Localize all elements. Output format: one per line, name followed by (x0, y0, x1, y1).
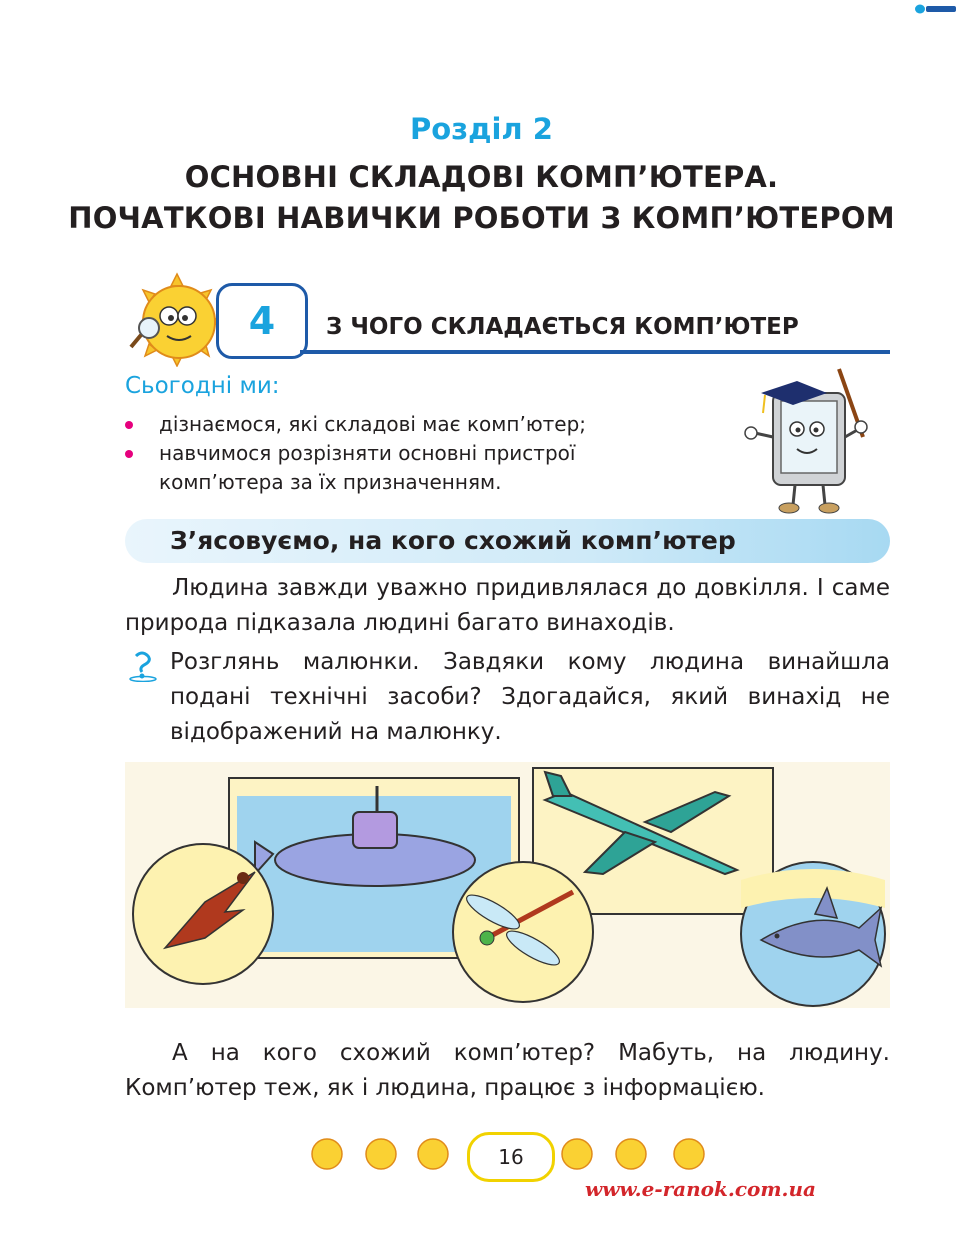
objectives-list (125, 410, 685, 497)
section-title-line2: ПОЧАТКОВІ НАВИЧКИ РОБОТИ З КОМП’ЮТЕРОМ (68, 201, 895, 235)
publisher-logo-icon (915, 4, 957, 14)
thinking-task-icon (126, 648, 160, 682)
tablet-teacher-mascot-icon (735, 363, 890, 515)
eagle-circle (133, 844, 273, 984)
bullet-dot-icon (125, 421, 133, 429)
lesson-title: З ЧОГО СКЛАДАЄТЬСЯ КОМП’ЮТЕР (326, 314, 799, 340)
bullet-dot-icon (125, 450, 133, 458)
task-text: Розглянь малюнки. Завдяки кому людина винайшла подані технічні засоби? Здогадайся, який винахід не відображений на малюнку. (170, 649, 890, 745)
objective-item: навчимося розрізняти основні пристрої комп’ютера за їх призначенням. (125, 439, 685, 497)
shark-circle (741, 862, 885, 1006)
objective-item: дізнаємося, які складові має комп’ютер; (125, 410, 685, 439)
paragraph-conclusion: А на кого схожий комп’ютер? Мабуть, на людину. Комп’ютер теж, як і людина, працює з інформацією. (125, 1040, 890, 1101)
website-link[interactable]: www.e-ranok.com.ua (585, 1177, 816, 1201)
nature-inventions-illustration (125, 762, 890, 1008)
objectives-heading: Сьогодні ми: (125, 373, 280, 399)
paragraph-intro: Людина завжди уважно придивлялася до довкілля. І саме природа підказала людині багато винаходів. (125, 575, 890, 636)
subsection-title: З’ясовуємо, на кого схожий комп’ютер (170, 526, 736, 555)
lesson-number-badge: 4 (216, 283, 308, 359)
section-title-line1: ОСНОВНІ СКЛАДОВІ КОМП’ЮТЕРА. (184, 160, 779, 194)
dragonfly-circle (453, 862, 593, 1002)
sun-mascot-magnifier-icon (125, 272, 225, 367)
lesson-underline (300, 350, 890, 354)
section-label: Розділ 2 (410, 112, 553, 146)
page-number: 16 (467, 1132, 555, 1182)
